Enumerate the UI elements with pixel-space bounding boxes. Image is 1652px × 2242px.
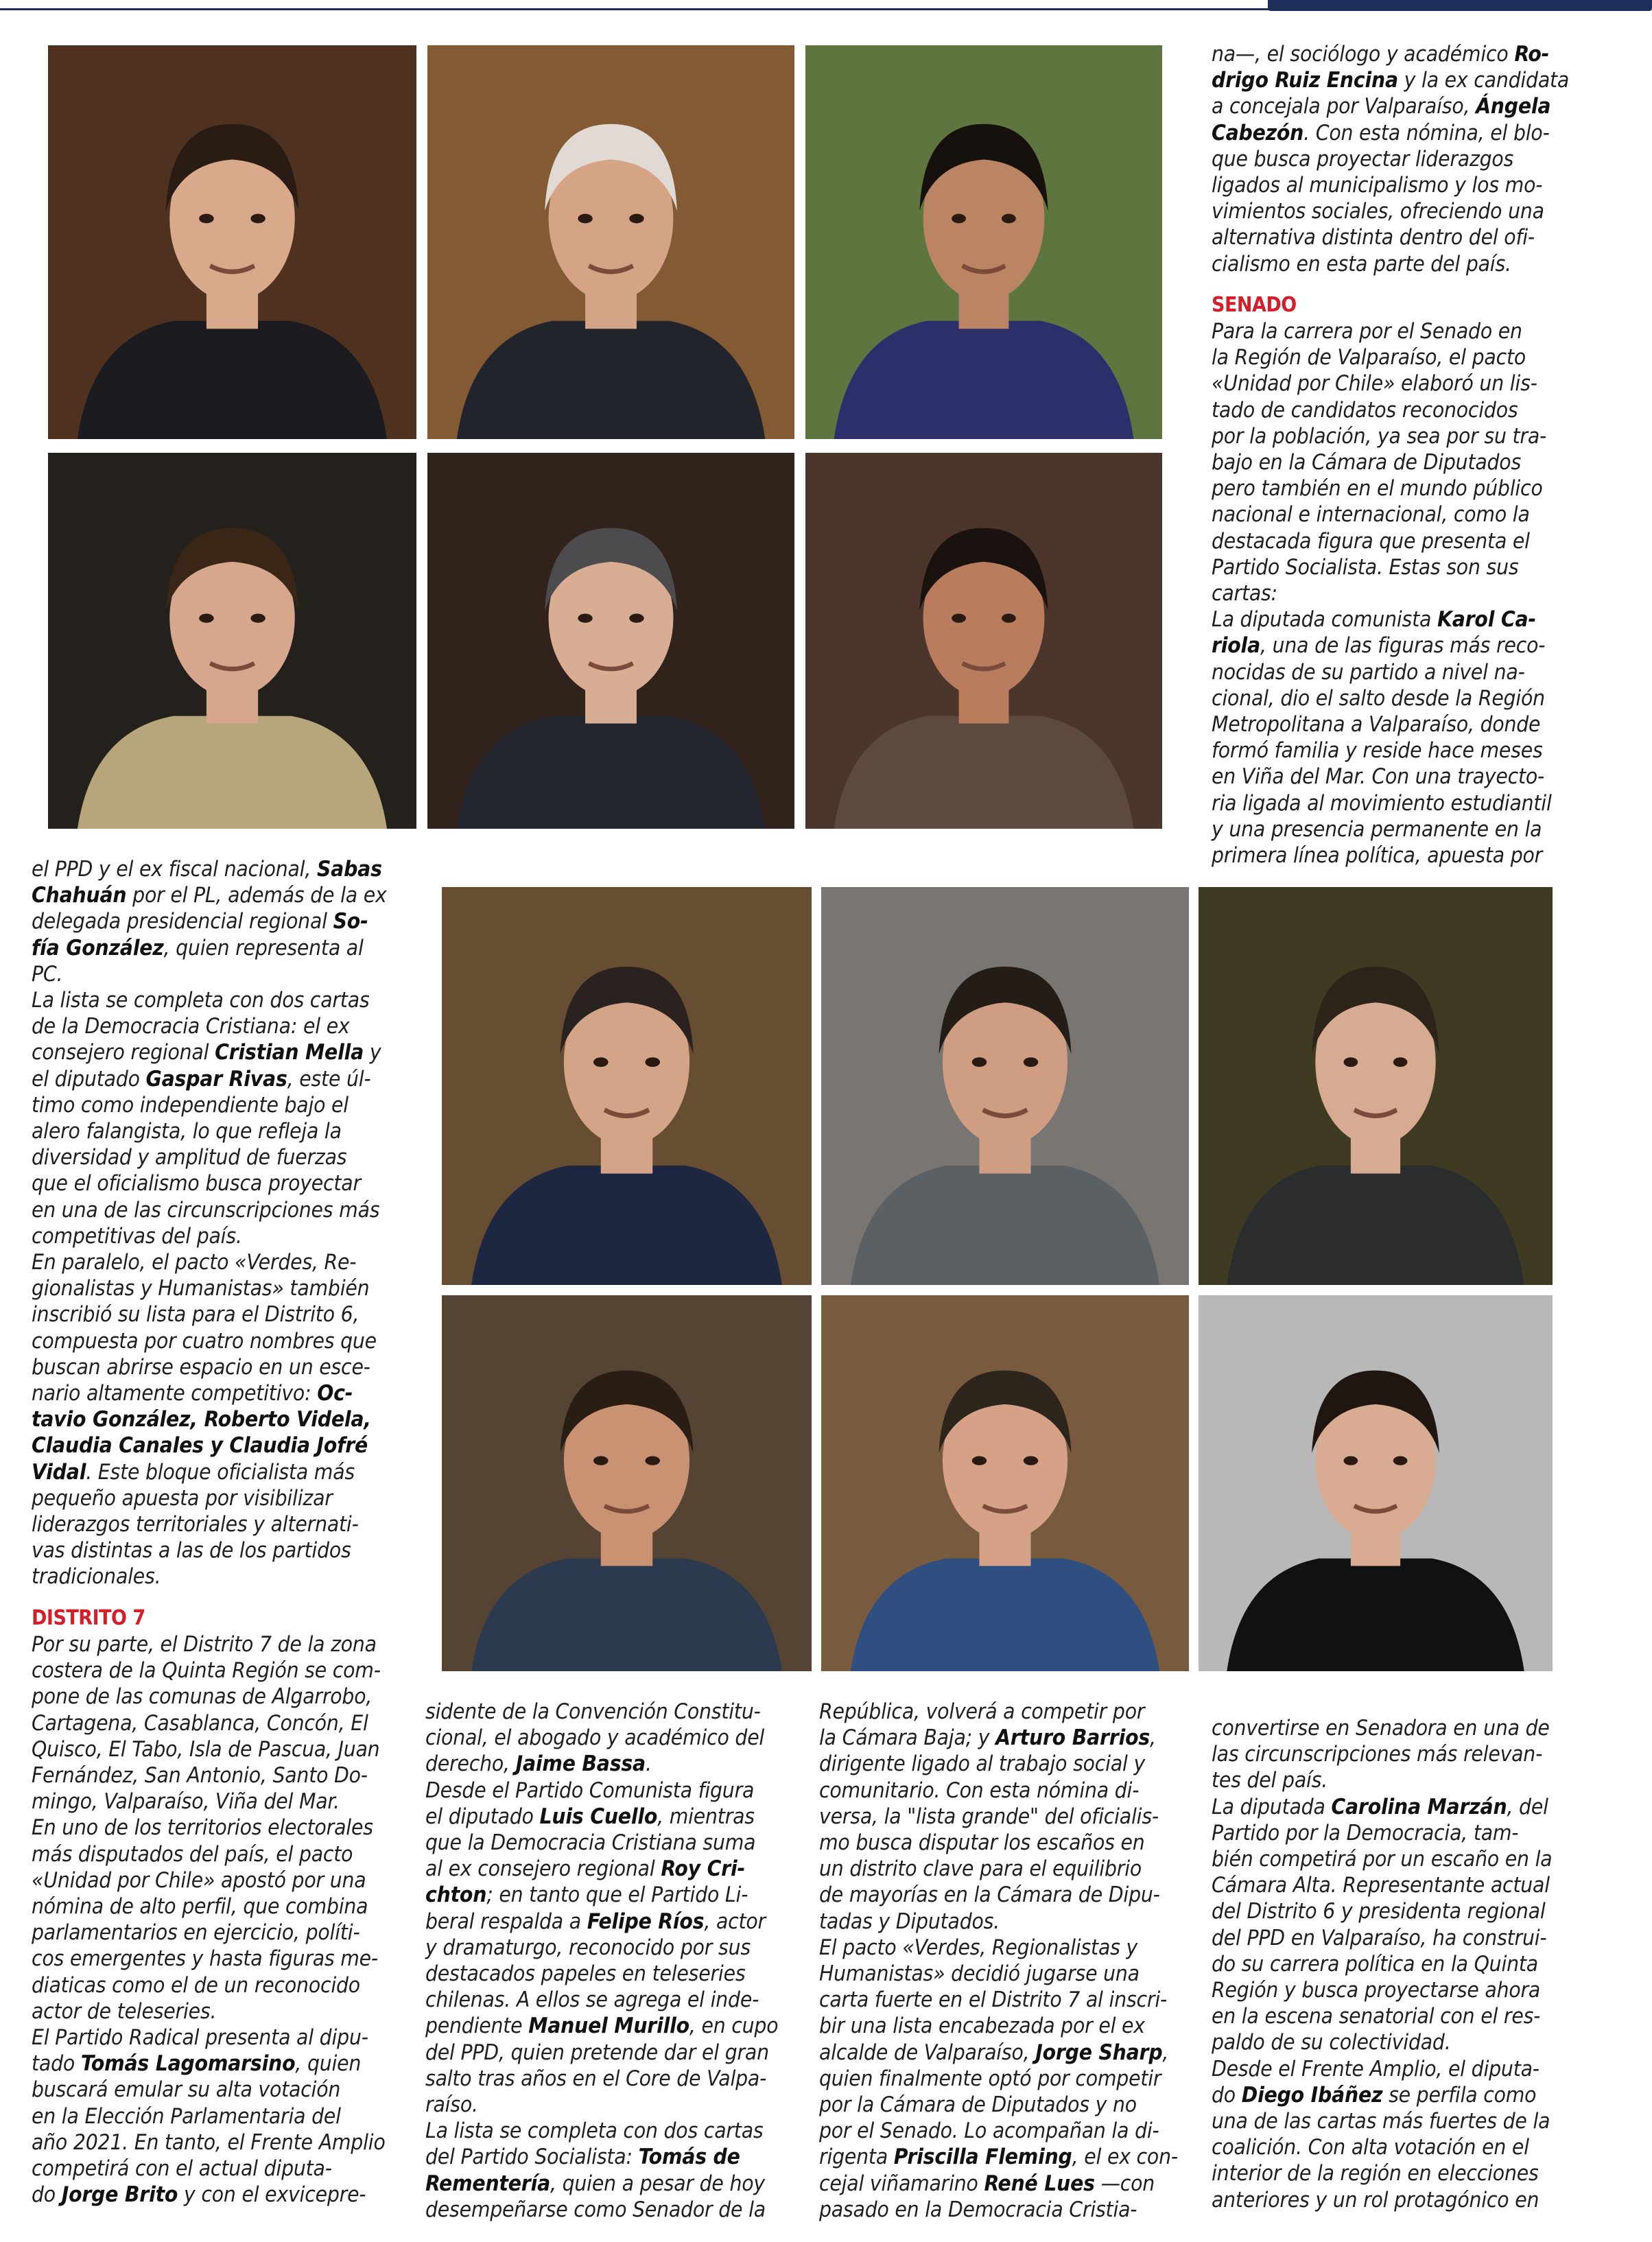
portrait-mid-3 [1199,887,1553,1285]
portrait-top-2 [427,45,794,439]
portrait-top-4 [48,453,416,829]
portrait-top-6 [805,453,1162,829]
portrait-photo [427,453,794,829]
portrait-photo [427,45,794,439]
portrait-top-1 [48,45,416,439]
portrait-photo [821,887,1189,1285]
portrait-photo [1199,887,1553,1285]
portrait-mid-4 [442,1295,812,1671]
text-column-center-right: República, volverá a competir por la Cámara Baja; y Arturo Barrios, dirigente ligado al trabajo social y comunitario. Con esta nómina di- versa, la "lista grande" del oficialis- mo busca disputar los escaños en un distrito clave para el equilibrio de mayorías en la Cámara de Dipu- tadas y Diputados. El pacto «Verdes, Regionalistas y Humanistas» decidió jugarse una carta fuerte en el Distrito 7 al inscri- bir una lista encabezada por el ex alcalde de Valparaíso, Jorge Sharp, quien finalmente optó por competir por la Cámara de Diputados y no por el Senado. Lo acompañan la di- rigenta Priscilla Fleming, el ex con- cejal viñamarino René Lues —con pasado en la Democracia Cristia- [819,1699,1178,2222]
header-tab [1268,0,1652,11]
text-column-right-bottom: convertirse en Senadora en una de las circunscripciones más relevan- tes del país. La diputada Carolina Marzán, del Partido por la Democracia, tam- bién competirá por un escaño en la Cámara Alta. Representante actual del Distrito 6 y presidenta regional del PPD en Valparaíso, ha construi- do su carrera política en la Quinta Región y busca proyectarse ahora en la escena senatorial con el res- paldo de su colectividad. Desde el Frente Amplio, el diputa- do Diego Ibáñez se perfila como una de las cartas más fuertes de la coalición. Con alta votación en el interior de la región en elecciones anteriores y un rol protagónico en [1212,1716,1553,2212]
text-column-left: el PPD y el ex fiscal nacional, Sabas Chahuán por el PL, además de la ex delegada presidencial regional So- fía González, quien representa al PC. La lista se completa con dos cartas de la Democracia Cristiana: el ex consejero regional Cristian Mella y el diputado Gaspar Rivas, este úl- timo como independiente bajo el alero falangista, lo que refleja la diversidad y amplitud de fuerzas que el oficialismo busca proyectar en una de las circunscripciones más competitivas del país. En paralelo, el pacto «Verdes, Re- gionalistas y Humanistas» también inscribió su lista para el Distrito 6, compuesta por cuatro nombres que buscan abrirse espacio en un esce- nario altamente competitivo: Oc- tavio González, Roberto Videla, Claudia Canales y Claudia Jofré Vidal. Este bloque oficialista más pequeño apuesta por visibilizar liderazgos territoriales y alternati- vas distintas a las de los partidos tradicionales. DISTRITO 7 Por su parte, el Distrito 7 de la zona costera de la Quinta Región se com- pone de las comunas de Algarrobo, Cartagena, Casablanca, Concón, El Quisco, El Tabo, Isla de Pascua, Juan Fernández, San Antonio, Santo Do- mingo, Valparaíso, Viña del Mar. En uno de los territorios electorales más disputados del país, el pacto «Unidad por Chile» apostó por una nómina de alto perfil, que combina parlamentarios en ejercicio, políti- cos emergentes y hasta figuras me- diaticas como el de un reconocido actor de teleseries. El Partido Radical presenta al dipu- tado Tomás Lagomarsino, quien buscará emular su alta votación en la Elección Parlamentaria del año 2021. En tanto, el Frente Amplio competirá con el actual diputa- do Jorge Brito y con el exvicepre- [32,856,391,2208]
portrait-mid-5 [821,1295,1189,1671]
text-column-center-left: sidente de la Convención Constitu- cional, el abogado y académico del derecho, Jaime Bassa. Desde el Partido Comunista figura el diputado Luis Cuello, mientras que la Democracia Cristiana suma al ex consejero regional Roy Cri- chton; en tanto que el Partido Li- beral respalda a Felipe Ríos, actor y dramaturgo, reconocido por sus destacados papeles en teleseries chilenas. A ellos se agrega el inde- pendiente Manuel Murillo, en cupo del PPD, quien pretende dar el gran salto tras años en el Core de Valpa- raíso. La lista se completa con dos cartas del Partido Socialista: Tomás de Rementería, quien a pesar de hoy desempeñarse como Senador de la [425,1699,779,2222]
header-bar [0,0,1652,10]
portrait-photo [821,1295,1189,1671]
portrait-mid-6 [1199,1295,1553,1671]
portrait-photo [48,453,416,829]
portrait-photo [805,45,1162,439]
section-heading-distrito-7: DISTRITO 7 [32,1605,145,1630]
text-column-right-top: na—, el sociólogo y académico Ro- drigo Ruiz Encina y la ex candidata a concejala por Valparaíso, Ángela Cabezón. Con esta nómina, el blo- que busca proyectar liderazgos ligados al municipalismo y los mo- vimientos sociales, ofreciendo una alternativa distinta dentro del ofi- cialismo en esta parte del país. SENADO Para la carrera por el Senado en la Región de Valparaíso, el pacto «Unidad por Chile» elaboró un lis- tado de candidatos reconocidos por la población, ya sea por su tra- bajo en la Cámara de Diputados pero también en el mundo público nacional e internacional, como la destacada figura que presenta el Partido Socialista. Estas son sus cartas: La diputada comunista Karol Ca- riola, una de las figuras más reco- nocidas de su partido a nivel na- cional, dio el salto desde la Región Metropolitana a Valparaíso, donde formó familia y reside hace meses en Viña del Mar. Con una trayecto- ria ligada al movimiento estudiantil y una presencia permanente en la primera línea política, apuesta por [1212,41,1572,869]
portrait-top-5 [427,453,794,829]
portrait-mid-1 [442,887,812,1285]
portrait-mid-2 [821,887,1189,1285]
portrait-photo [48,45,416,439]
portrait-top-3 [805,45,1162,439]
portrait-photo [442,887,812,1285]
portrait-photo [442,1295,812,1671]
portrait-photo [1199,1295,1553,1671]
portrait-photo [805,453,1162,829]
section-heading-senado: SENADO [1212,292,1297,317]
